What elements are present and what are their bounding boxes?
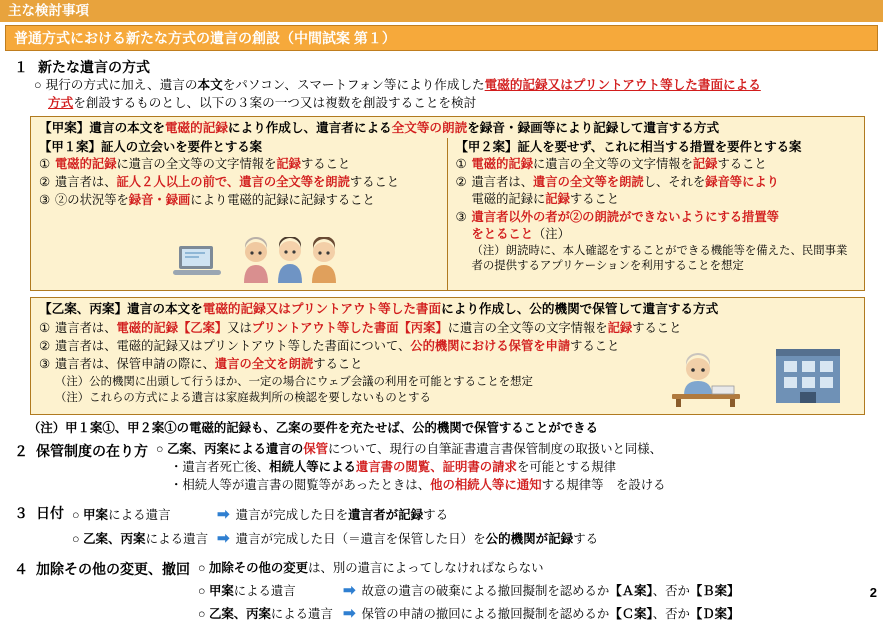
row-mark: ○ [72,508,80,523]
section4-mark: ○ [198,561,206,576]
row-bracket-2: 【Ｂ案】 [689,583,740,598]
row-text-0: 故意の遺言の破棄による撤回擬制を認めるか [361,583,610,598]
item-plain-0: 遺言者は、保管申請の際に、 [55,357,215,372]
box2-item-3 [39,356,858,373]
lead-text-3: を創設するものとし、以下の３案の一つ又は複数を創設することを検討 [73,95,477,110]
box2-item-2 [39,338,858,355]
arrow-right-icon: ➡ [342,581,356,599]
arrow-right-icon: ➡ [217,506,230,524]
row-text-bold: 公的機関が記録 [485,532,574,547]
item-red-2: 記録 [692,156,718,171]
kou2-title-text: 証人を要せず、これに相当する措置を要件とする案 [517,139,802,154]
row-label-rest: による遺言 [233,583,296,598]
box-kou-an [30,116,865,290]
row-mark: ○ [72,532,80,547]
row-label-rest: による遺言 [145,532,209,547]
bullet-mark: ○ [34,77,42,92]
row-label-bold: 甲案 [208,583,234,598]
item-plain-1: すること [349,174,400,189]
box1-title-text1: 遺言の本文を [89,121,165,136]
item-text [55,174,441,191]
box2-title-text1: 遺言の本文を [127,301,203,316]
item-red-1: 遺言の全文を朗読 [214,357,314,372]
item-red-1: 電磁的記録【乙案】 [116,321,228,336]
kou2-note [456,244,859,275]
section4-row-1 [198,579,875,602]
section3-title: 日付 [36,505,64,522]
section2-rest-1: について、現行の自筆証書遺言書保管制度の取扱いと同様、 [328,442,663,457]
section2-line3-t0: ・相続人等が遺言書の閲覧等があったときは、 [170,478,431,493]
row-label-bold: 乙案、丙案 [208,606,271,621]
item-mark: ② [455,174,467,189]
item-mark: ② [39,174,51,189]
row-text-1: する [423,508,449,523]
item-red-1: 公的機関における保管を申請 [410,339,571,354]
row-mark: ○ [198,606,206,621]
section2-number: ２ [14,443,28,460]
section1-lead [8,77,875,113]
section4 [8,559,875,625]
laptop-illustration [171,243,223,286]
section2-bold-1: 乙案、丙案による遺言の [166,442,304,457]
row-bracket-1: 【Ａ案】 [609,583,653,598]
section4-row-2 [198,602,875,625]
section2-line-3 [156,477,875,495]
kou2-item-2 [456,174,859,208]
row-bracket-2: 【Ｄ案】 [689,606,740,621]
section2-line2-red: 遺言書の閲覧、証明書の請求 [355,460,517,475]
box2-title-text3: して遺言する方式 [617,301,719,316]
item-plain-1: に遺言の全文等の文字情報を [116,156,277,171]
item-mark: ② [39,339,51,354]
item-plain-1: に遺言の全文等の文字情報を [533,156,693,171]
kou1-title [39,139,441,155]
kou2-title-prefix: 【甲２案】 [455,139,518,154]
section4-title: 加除その他の変更、撤回 [36,561,190,578]
row-label-rest: による遺言 [270,606,333,621]
section2-line-1 [156,441,875,459]
row-label [83,529,211,549]
section4-lead [198,559,875,578]
item-text [472,174,859,208]
item-plain-2: に遺言の全文等の文字情報を [447,321,608,336]
box2-note-2 [39,391,858,406]
box1-columns [31,138,864,290]
box1-title-red2: 全文等の朗読 [391,121,468,136]
title-bar-wrapper [0,25,883,51]
section3-body [72,503,875,551]
box2-title-prefix: 【乙案、丙案】 [39,301,128,316]
row-text-1: 、否か [652,606,690,621]
people-illustration [236,237,344,288]
item-plain-0: 遺言者は、電磁的記録又はプリントアウト等した書面について、 [55,339,411,354]
item-plain-0: 遺言者は、 [55,174,117,189]
kou1-title-text: 証人の立会いを要件とする案 [100,139,263,154]
item-text [55,356,858,373]
kou1-title-prefix: 【甲１案】 [39,139,101,154]
section4-lead-bold: 加除その他の変更 [208,561,309,576]
item-red-1: 遺言者以外の者が②の朗読ができないようにする措置等 [471,209,779,224]
lead-bold-1: 本文 [197,77,223,92]
arrow-right-icon: ➡ [342,604,356,622]
item-plain-1: により電磁的記録に記録すること [190,192,375,207]
row-label [209,605,337,624]
box1-title-prefix: 【甲案】 [39,121,90,136]
box2-items [31,318,864,414]
kou1-item-2 [39,174,441,191]
row-label-bold: 乙案、丙案 [83,532,146,547]
item-plain-2: すること [300,156,351,171]
box1-col-kou2 [448,138,865,290]
item-text [55,156,441,173]
item-red-2: 記録 [276,156,301,171]
kou2-title [456,139,859,155]
item-red-1: 録音・録画 [128,192,191,207]
row-bracket-1: 【Ｃ案】 [609,606,653,621]
section2-line2-t0: ・遺言者死亡後、 [170,460,270,475]
box2-title-bold2: 公的機関で保管 [529,301,618,316]
kou2-note-text: （注）朗読時に、本人確認をすることができる機能等を備えた、民間事業者の提供するアプリケーションを利用することを想定 [471,244,848,273]
box1-title [31,117,864,137]
item-red-2: をとること [471,226,533,241]
item-mark: ③ [39,357,51,372]
box2-item-1 [39,320,858,337]
box1-title-red1: 電磁的記録 [164,121,228,136]
item-text [472,209,859,243]
row-label-rest: による遺言 [108,508,171,523]
arrow-right-icon: ➡ [217,530,230,548]
item-red-1: 証人２人以上の前で、遺言の全文等を朗読 [116,174,350,189]
kou2-item-1 [456,156,859,173]
lead-text-1: 現行の方式に加え、遺言の [45,77,198,92]
item-plain-1: し、それを [643,174,706,189]
item-plain-0: ②の状況等を [55,192,129,207]
box1-title-text2: により作成し、遺言者による [227,121,392,136]
kou1-item-1 [39,156,441,173]
row-text-bold: 遺言者が記録 [348,508,424,523]
row-text-0: 遺言が完成した日（＝遺言を保管した日）を [235,532,486,547]
page-number: 2 [869,585,877,600]
box2-title-text2: により作成し、 [441,301,530,316]
item-text [472,156,859,173]
section4-lead-rest: は、別の遺言によってしなければならない [308,561,544,576]
box1-col-kou1 [31,138,448,290]
section2 [8,441,875,495]
box1-title-text3: を録音・録画等により記録して遺言する方式 [467,121,720,136]
item-red-3: 記録 [607,321,633,336]
row-text-0: 遺言が完成した日を [235,508,349,523]
row-text-1: 、否か [652,583,690,598]
section2-line-2 [156,459,875,477]
row-label [209,582,337,601]
section2-line3-rest: する規律等 を設ける [541,478,666,493]
row-label [83,505,211,525]
item-red-2: 録音等により [705,174,779,189]
section2-line2-rest: を可能とする規律 [516,460,617,475]
header-label: 主な検討事項 [0,0,883,22]
slide-content [0,51,883,625]
item-plain-0: 遺言者は、 [471,174,533,189]
section2-title: 保管制度の在り方 [36,443,148,460]
box2-title-red1: 電磁的記録又はプリントアウト等した書面 [202,301,442,316]
row-mark: ○ [198,583,206,598]
section2-body [156,441,875,495]
item-mark: ① [39,156,51,171]
row-label-bold: 甲案 [83,508,109,523]
box-otsu-hei-an [30,297,865,415]
item-plain-0: 遺言者は、 [55,321,117,336]
section3-row-2 [72,527,875,551]
item-red-1: 電磁的記録 [55,156,117,171]
item-red-3: 記録 [545,191,570,206]
item-plain-3: すること [569,191,620,206]
section4-body [198,559,875,625]
page-title: 普通方式における新たな方式の遺言の創設（中間試案 第１） [5,25,878,51]
item-text [55,192,441,209]
section2-line2-bold: 相続人等による [269,460,356,475]
section1-title: 新たな遺言の方式 [38,58,150,75]
item-text [55,320,858,337]
row-text-0: 保管の申請の撤回による撤回擬制を認めるか [361,606,610,621]
box2-note-1 [39,375,858,390]
box2-note-1-text: （注）公的機関に出頭して行うほか、一定の場合にウェブ会議の利用を可能とすることを想定 [55,376,533,389]
section2-line3-red: 他の相続人等に通知 [430,478,542,493]
box2-note-2-text: （注）これらの方式による遺言は家庭裁判所の検認を要しないものとする [55,391,431,404]
item-mark: ③ [455,209,467,224]
section2-red-1: 保管 [303,442,329,457]
section3-row-1 [72,503,875,527]
item-plain-2: すること [717,156,767,171]
item-text [55,338,858,355]
section3 [8,503,875,551]
item-mark: ③ [39,192,51,207]
item-plain-1: 又は [227,321,252,336]
section3-number: ３ [14,505,28,522]
item-mark: ① [39,321,51,336]
item-plain-2: 電磁的記録に [471,191,546,206]
section1-footnote: （注）甲１案①、甲２案①の電磁的記録も、乙案の要件を充たせば、公的機関で保管することができる [28,421,598,436]
row-text-1: する [573,532,599,547]
item-plain-1: （注） [533,226,570,241]
item-red-1: 電磁的記録 [471,156,533,171]
section4-number: ４ [14,561,28,578]
item-plain-1: すること [313,357,363,372]
kou1-item-3 [39,192,441,209]
lead-red-2: 方式 [48,95,74,110]
item-plain-3: すること [632,321,682,336]
item-red-1: 遺言の全文等を朗読 [533,174,644,189]
lead-red-1: 電磁的記録又はプリントアウト等した書面による [484,77,761,92]
lead-text-2: をパソコン、スマートフォン等により作成した [222,77,485,92]
section1-number: １ [14,58,28,75]
item-plain-1: すること [570,339,620,354]
item-mark: ① [455,156,467,171]
section1-heading [8,55,875,77]
box2-title [31,298,864,318]
item-red-2: プリントアウト等した書面【丙案】 [251,321,448,336]
section2-mark: ○ [156,442,164,457]
kou2-item-3 [456,209,859,243]
